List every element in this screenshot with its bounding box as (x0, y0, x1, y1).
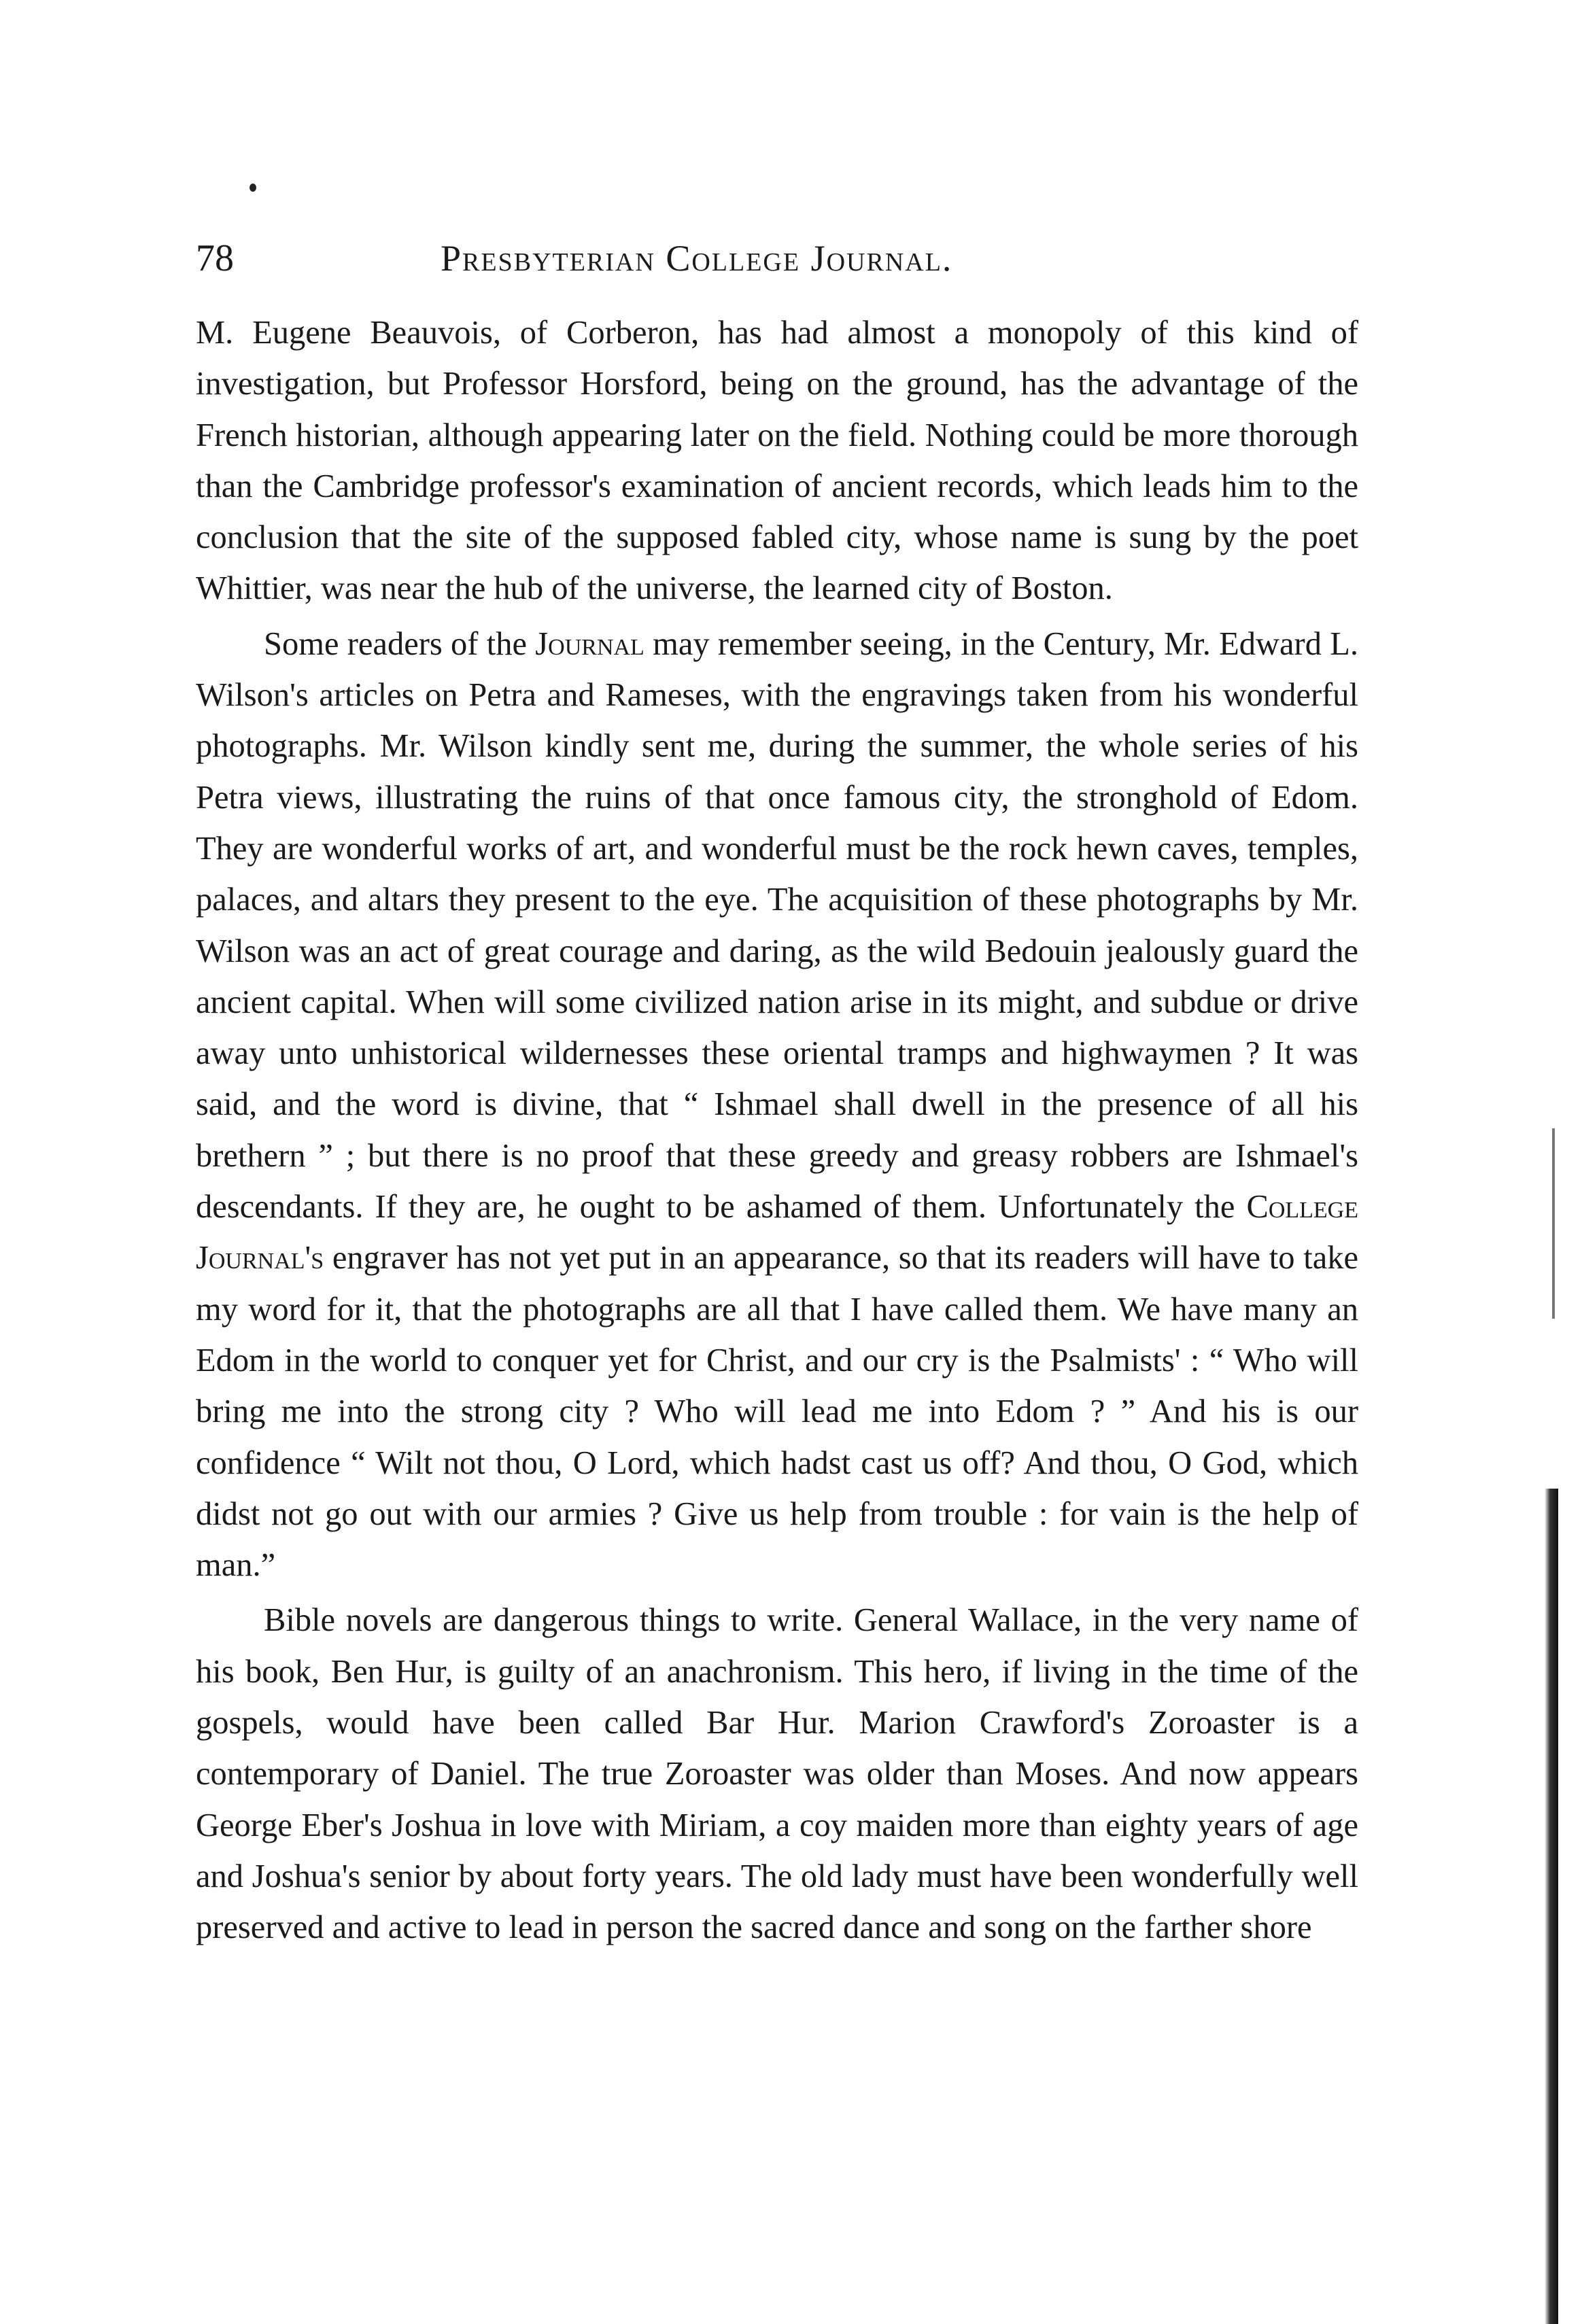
paragraph-2-part-b: may remember seeing, in the Century, Mr. Edward L. Wilson's articles on Petra and Rameses, with the engravings taken from his wonderful photographs. Mr. Wilson kindly sent me, during the summer, the whole series of his Petra views, illustrating the ruins of that once famous city, the stronghold of Edom. They are wonderful works of art, and wonderful must be the rock hewn caves, temples, palaces, and altars they present to the eye. The acquisition of these photographs by Mr. Wilson was an act of great courage and daring, as the wild Bedouin jealously guard the ancient capital. When will some civilized nation arise in its might, and subdue or drive away unto unhistorical wildernesses these oriental tramps and highwaymen ? It was said, and the word is divine, that “ Ishmael shall dwell in the presence of all his brethern ” ; but there is no proof that these greedy and greasy robbers are Ishmael's descendants. If they are, he ought to be ashamed of them. Unfortunately the (196, 625, 1358, 1226)
paragraph-2 (196, 619, 1358, 1591)
body-text (196, 307, 1358, 1954)
scan-edge-shadow (1545, 1489, 1558, 2324)
paragraph-3: Bible novels are dangerous things to write. General Wallace, in the very name of his book, Ben Hur, is guilty of an anachronism. This hero, if living in the time of the gospels, would have been called Bar Hur. Marion Crawford's Zoroaster is a contemporary of Daniel. The true Zoroaster was older than Moses. And now appears George Eber's Joshua in love with Miriam, a coy maiden more than eighty years of age and Joshua's senior by about forty years. The old lady must have been wonderfully well preserved and active to lead in person the sacred dance and song on the farther shore (196, 1602, 1358, 1946)
print-speck (250, 184, 256, 192)
paragraph-2-part-a: Some readers of the (264, 625, 536, 662)
paragraph-2-part-c: engraver has not yet put in an appearance, so that its readers will have to take my word for it, that the photographs are all that I have called them. We have many an Edom in the world to conquer yet for Christ, and our cry is the Psalmists' : “ Who will bring me into the strong city ? Who will lead me into Edom ? ” And his is our confidence “ Wilt not thou, O Lord, which hadst cast us off? And thou, O God, which didst not go out with our armies ? Give us help from trouble : for vain is the help of man.” (196, 1240, 1358, 1584)
college-journal-small-caps: College Journal's (196, 1189, 1358, 1277)
journal-small-caps: Journal (535, 625, 644, 662)
paragraph-1: M. Eugene Beauvois, of Corberon, has had almost a monopoly of this kind of investigation, but Professor Horsford, being on the ground, has the advantage of the French historian, although appearing later on the field. Nothing could be more thorough than the Cambridge professor's examination of ancient records, which leads him to the conclusion that the site of the supposed fabled city, whose name is sung by the poet Whittier, was near the hub of the universe, the learned city of Boston. (196, 315, 1358, 607)
running-title: Presbyterian College Journal. (441, 238, 953, 279)
page-number: 78 (196, 237, 234, 279)
page-header (196, 228, 1358, 289)
scan-edge-mark (1552, 1128, 1555, 1319)
